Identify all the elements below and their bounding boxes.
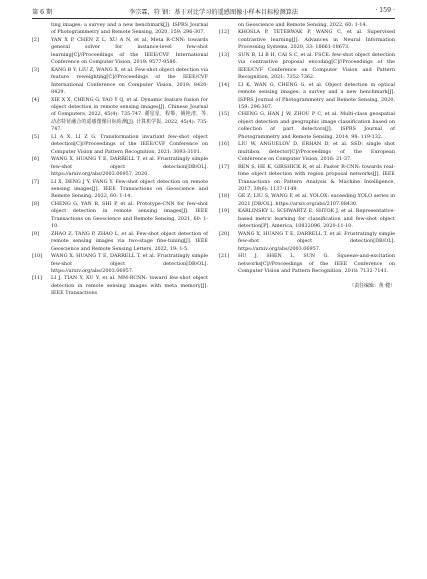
reference-item [219, 141, 395, 163]
reference-text: LI J, TIAN Y, XU Y, et al. MM-RCNN: toward few-shot object detection in remote sensing images with meta memory[J]. IEEE Transactions [51, 275, 208, 297]
reference-number: [6] [32, 156, 39, 163]
reference-text: SUN B, LI B H, CAI S C, et al. FSCE: few-shot object detection via contrastive proposal encoding[C]//Proceedings of the IEEE/CVF Conference on Computer Vision and Pattern Recognition, 2021: 7352-7362. [238, 51, 395, 81]
reference-number: [13] [219, 51, 230, 58]
reference-text: KARLINSKY L, SCHWARTZ E, SHTOK J, et al. Representative-based metric learning for classification and few-shot object detection[P]. America, 10832096, 2020-11-10. [238, 208, 395, 230]
reference-number: [10] [32, 253, 43, 260]
reference-item [219, 52, 395, 82]
responsible-editor: （责任编辑：黄 健） [349, 283, 395, 289]
reference-continuation: on Geoscience and Remote Sensing, 2022, 60: 1-14. [238, 22, 368, 28]
reference-item [219, 231, 395, 253]
reference-text: YAN X P, CHEN Z L, XU A N, et al. Meta R-CNN: towards general solver for instance-level few-shot learning[C]//Proceedings of the IEEE/CVF International Conference on Computer Vision, 2019: 9577-9586. [51, 36, 208, 66]
reference-text: GE Z, LIU S, WANG F, et al. YOLOX: exceeding YOLO series in 2021 [DB/OL]. https://arxiv.org/abs/2107.08430. [238, 193, 395, 207]
reference-continuation: ting images: a survey and a new benchmark[J]. ISPRS Journal of Photogrammetry and Remote Sensing, 2020, 159: 296-307. [51, 22, 208, 36]
reference-text: LI A X, LI Z G. Transformation invariant few-shot object detection[C]//Proceedings of the IEEE/CVF Conference on Computer Vision and Pattern Recognition, 2021: 3093-3101. [51, 133, 208, 155]
page-number: · 159 · [375, 7, 395, 14]
reference-number: [2] [32, 36, 39, 43]
reference-number: [20] [219, 230, 230, 237]
running-title: 李宗霖，符 钢：基于对比学习的遥感图像小样本目标检测算法 [128, 9, 299, 16]
reference-item [32, 179, 208, 201]
reference-item [32, 134, 208, 156]
reference-item [32, 253, 208, 275]
reference-item [32, 231, 208, 253]
reference-number: [11] [32, 275, 43, 282]
issue-number: 第 6 期 [32, 9, 53, 16]
header-rule [32, 18, 395, 19]
reference-item [219, 193, 395, 208]
reference-text: CHENG G, YAN B, SHI P, et al. Prototype-CNN for few-shot object detection in remote sensing images[J]. IEEE Transactions on Geoscience and Remote Sensing, 2021, 60: 1-10. [51, 200, 208, 230]
reference-item [32, 275, 208, 297]
reference-item [219, 164, 395, 194]
reference-text: LI X, DENG J Y, FANG Y. Few-shot object detection on remote sensing images[J]. IEEE Transactions on Geoscience and Remote Sensing, 2022, 60: 1-14. [51, 178, 208, 200]
reference-number: [8] [32, 200, 39, 207]
reference-item [219, 82, 395, 112]
reference-number: [16] [219, 141, 230, 148]
reference-number: [3] [32, 66, 39, 73]
reference-number: [15] [219, 111, 230, 118]
reference-number: [14] [219, 81, 230, 88]
reference-number: [17] [219, 163, 230, 170]
reference-item [219, 29, 395, 51]
reference-number: [12] [219, 29, 230, 36]
reference-item [32, 67, 208, 97]
reference-text: LIU W, ANGUELOV D, ERHAN D, et al. SSD: single shot multibox detector[C]//Proceedings of the European Conference on Computer Vision, 2016: 21-37. [238, 141, 395, 163]
reference-number: [5] [32, 133, 39, 140]
reference-text: CHENG G, HAN J W, ZHOU P C, et al. Multi-class geospatial object detection and geographic image classification based on collection of part detectors[J]. ISPRS Journal of Photogrammetry and Remote Sensing, 2014, 98: 119-132. [238, 111, 395, 140]
reference-text: XIE X X, CHENG G, YAO Y Q, et al. Dynamic feature fusion for object detection in remote sensing images[J]. Chinese Journal of Computers, 2022, 45(4): 735-747. 谢星星，程塨，姚艳清，等. 动态特征融合的遥感图像目标检测[J]. 计算机学报, 2022, 45(4): 735-747. [51, 96, 208, 133]
reference-number: [18] [219, 193, 230, 200]
reference-item [32, 201, 208, 231]
reference-item [32, 156, 208, 178]
reference-text: LI K, WAN G, CHENG G, et al. Object detection in optical remote sensing images: a survey and a new benchmark[J]. ISPRS Journal of Photogrammetry and Remote Sensing, 2020, 159: 296-307. [238, 81, 395, 110]
right-reference-column [219, 22, 395, 275]
reference-item [32, 97, 208, 134]
reference-number: [9] [32, 230, 39, 237]
reference-item [32, 37, 208, 67]
reference-item [219, 111, 395, 141]
reference-number: [19] [219, 208, 230, 215]
reference-text: WANG X, HUANG T E, DARRELL T, et al. Frustratingly simple few-shot object detection[DB/OL]. https://arxiv.org/abs/2003.06957. [51, 253, 208, 274]
reference-number: [7] [32, 178, 39, 185]
reference-text: KHOSLA P, TETERWAK P, WANG C, et al. Supervised contrastive learning[J]. Advances in Neural Information Processing Systems, 2020, 33: 18661-18673. [238, 29, 395, 51]
reference-number: [4] [32, 96, 39, 103]
reference-item [219, 208, 395, 230]
reference-text: HU J, SHEN L, SUN G. Squeeze-and-excitation networks[C]//Proceedings of the IEEE Conference on Computer Vision and Pattern Recognition, 2018: 7132-7141. [238, 253, 395, 274]
reference-text: WANG X, HUANG T E, DARRELL T, et al. Frustratingly simple few-shot object detection[DB/OL]. https://arxiv.org/abs/2003.06957. [238, 230, 395, 252]
reference-item [219, 253, 395, 275]
reference-text: WANG X, HUANG T E, DARRELL T, et al. Frustratingly simple few-shot object detection[DB/OL]. https://arxiv.org/abs/2003.06957, 2020. [51, 156, 208, 178]
reference-text: KANG B Y, LIU Z, WANG X, et al. Few-shot object detection via feature reweighting[C]//Proceedings of the IEEE/CVF International Conference on Computer Vision, 2019: 8420-8429. [51, 66, 208, 96]
reference-text: REN S, HE K, GIRSHICK R, et al. Faster R-CNN: towards real-time object detection with region proposal networks[J]. IEEE Transactions on Pattern Analysis & Machine Intelligence, 2017, 39(6): 1137-1149. [238, 163, 395, 192]
reference-number: [21] [219, 253, 230, 260]
reference-text: ZHAO Z, TANG P, ZHAO L, et al. Few-shot object detection of remote sensing images via two-stage fine-tuning[J]. IEEE Geoscience and Remote Sensing Letters, 2022, 19: 1-5. [51, 230, 208, 252]
left-reference-column [32, 22, 208, 298]
